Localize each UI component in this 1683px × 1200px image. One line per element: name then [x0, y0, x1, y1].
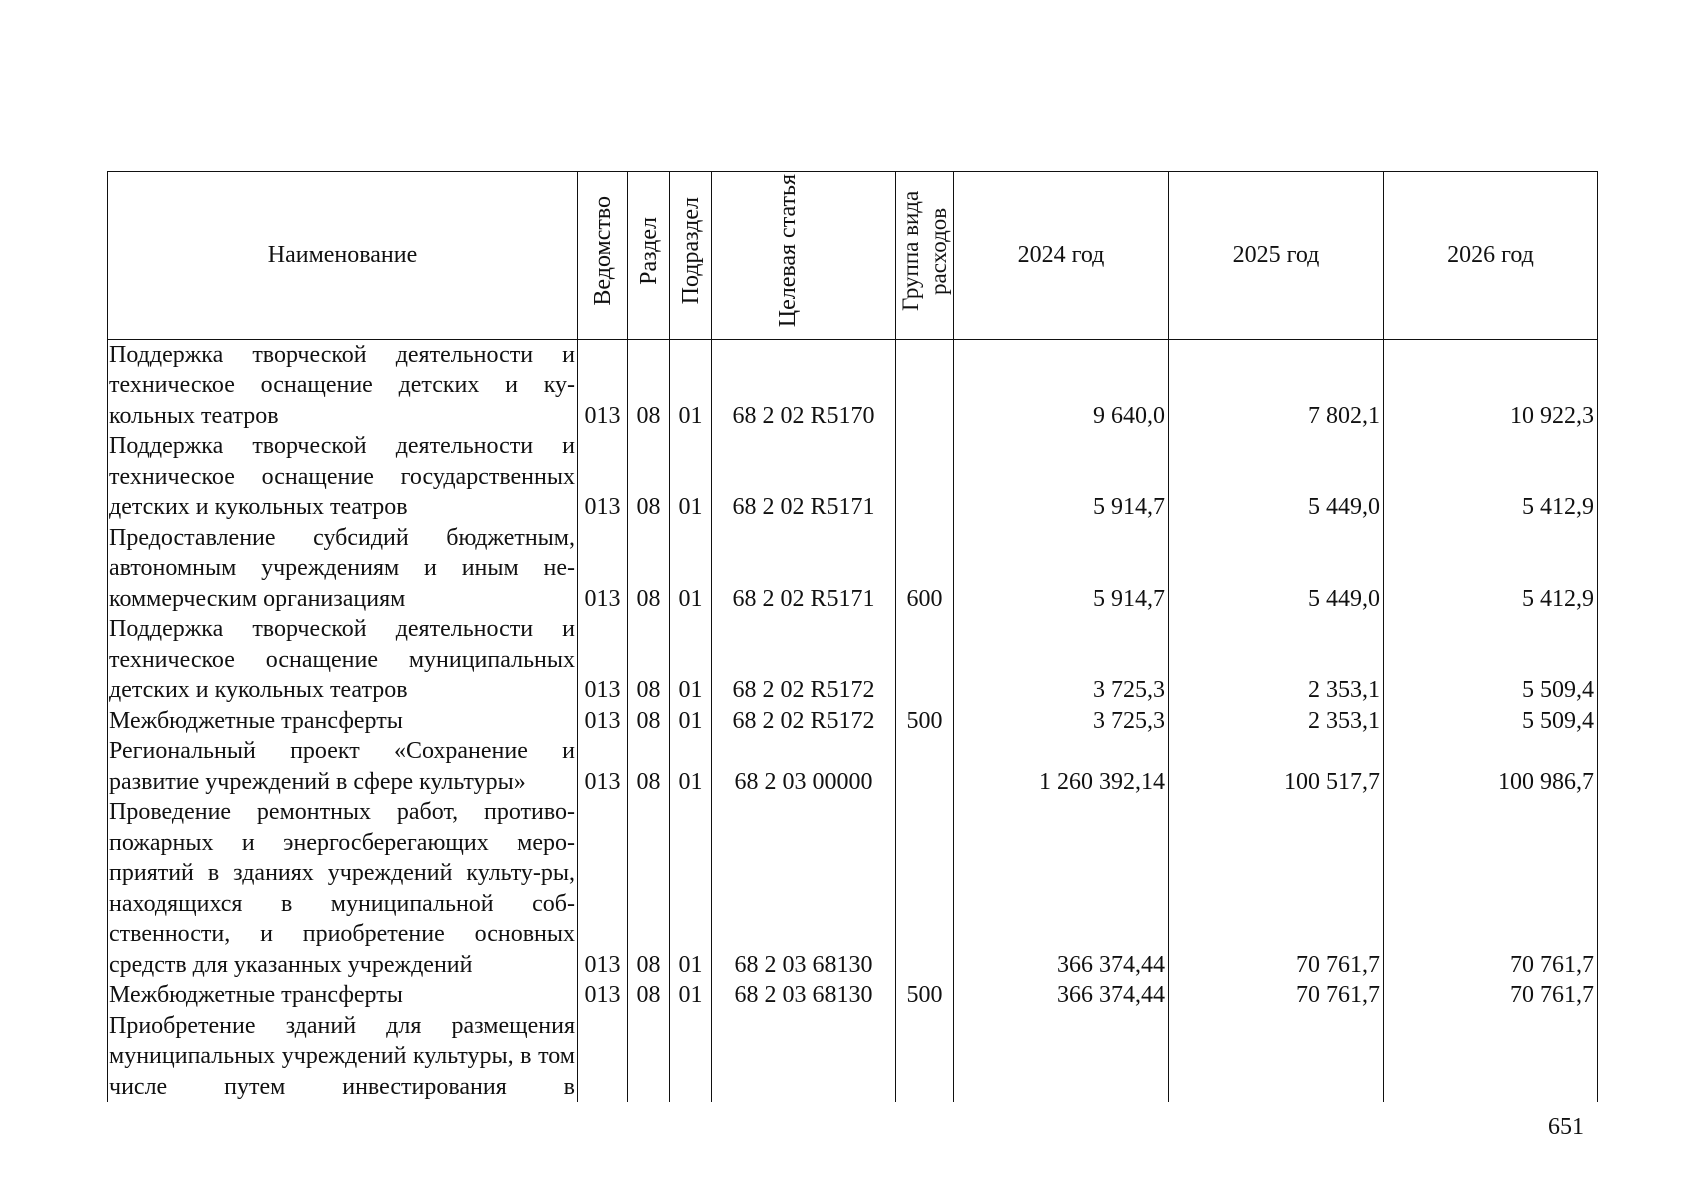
row-gruppa: 600 [896, 523, 954, 615]
row-razdel [628, 1011, 670, 1103]
row-podrazdel [670, 1011, 712, 1103]
header-podrazdel: Подраздел [670, 172, 712, 340]
row-name: Поддержка творческой деятельности и техническое оснащение государственных детских и кукольных театров [108, 431, 578, 523]
row-name: Межбюджетные трансферты [108, 706, 578, 737]
row-razdel: 08 [628, 706, 670, 737]
row-2026: 5 509,4 [1384, 614, 1598, 706]
row-podrazdel: 01 [670, 339, 712, 431]
row-vedomstvo: 013 [578, 339, 628, 431]
table-row [108, 339, 1598, 431]
row-razdel: 08 [628, 431, 670, 523]
row-vedomstvo: 013 [578, 523, 628, 615]
row-name: Межбюджетные трансферты [108, 980, 578, 1011]
row-vedomstvo: 013 [578, 614, 628, 706]
row-celevaya: 68 2 02 R5171 [712, 431, 896, 523]
row-razdel: 08 [628, 980, 670, 1011]
row-2024: 3 725,3 [954, 706, 1169, 737]
row-celevaya: 68 2 03 68130 [712, 980, 896, 1011]
table-row [108, 523, 1598, 615]
row-vedomstvo: 013 [578, 797, 628, 980]
header-razdel: Раздел [628, 172, 670, 340]
row-2025: 5 449,0 [1169, 431, 1384, 523]
table-row [108, 614, 1598, 706]
row-2024: 1 260 392,14 [954, 736, 1169, 797]
table-row [108, 706, 1598, 737]
table-row [108, 797, 1598, 980]
table-row [108, 1011, 1598, 1103]
row-razdel: 08 [628, 614, 670, 706]
table-row [108, 980, 1598, 1011]
row-2026: 5 509,4 [1384, 706, 1598, 737]
row-2025: 70 761,7 [1169, 980, 1384, 1011]
header-2026: 2026 год [1384, 172, 1598, 340]
row-celevaya: 68 2 03 68130 [712, 797, 896, 980]
row-2025: 5 449,0 [1169, 523, 1384, 615]
row-podrazdel: 01 [670, 614, 712, 706]
row-2026: 5 412,9 [1384, 523, 1598, 615]
table-row [108, 736, 1598, 797]
row-2025: 2 353,1 [1169, 614, 1384, 706]
row-celevaya [712, 1011, 896, 1103]
row-celevaya: 68 2 02 R5170 [712, 339, 896, 431]
row-2025 [1169, 1011, 1384, 1103]
row-2025: 2 353,1 [1169, 706, 1384, 737]
row-vedomstvo: 013 [578, 736, 628, 797]
header-celevaya: Целевая статья [712, 172, 896, 340]
row-celevaya: 68 2 03 00000 [712, 736, 896, 797]
row-2024: 5 914,7 [954, 523, 1169, 615]
row-razdel: 08 [628, 339, 670, 431]
row-name: Поддержка творческой деятельности и техническое оснащение детских и ку-кольных театров [108, 339, 578, 431]
row-podrazdel: 01 [670, 797, 712, 980]
row-podrazdel: 01 [670, 706, 712, 737]
row-name: Приобретение зданий для размещения муниципальных учреждений культуры, в том числе путем инвестирования в [108, 1011, 578, 1103]
row-2025: 7 802,1 [1169, 339, 1384, 431]
row-razdel: 08 [628, 736, 670, 797]
row-name: Поддержка творческой деятельности и техническое оснащение муниципальных детских и кукольных театров [108, 614, 578, 706]
header-2024: 2024 год [954, 172, 1169, 340]
header-gruppa: Группа вида расходов [896, 172, 954, 340]
row-celevaya: 68 2 02 R5172 [712, 706, 896, 737]
page-number: 651 [1548, 1114, 1584, 1140]
row-gruppa [896, 431, 954, 523]
row-name: Предоставление субсидий бюджетным, автономным учреждениям и иным не-коммерческим организациям [108, 523, 578, 615]
row-2026: 100 986,7 [1384, 736, 1598, 797]
row-name: Региональный проект «Сохранение и развитие учреждений в сфере культуры» [108, 736, 578, 797]
row-2024: 3 725,3 [954, 614, 1169, 706]
row-2024: 366 374,44 [954, 980, 1169, 1011]
budget-table [107, 171, 1598, 1102]
row-name: Проведение ремонтных работ, противо-пожарных и энергосберегающих меро-приятий в зданиях учреждений культу-ры, находящихся в муниципальной соб-ственности, и приобретение основных средств для указанных учреждений [108, 797, 578, 980]
row-2026: 70 761,7 [1384, 980, 1598, 1011]
table-header-row [108, 172, 1598, 340]
row-vedomstvo: 013 [578, 431, 628, 523]
row-podrazdel: 01 [670, 980, 712, 1011]
row-gruppa [896, 339, 954, 431]
row-podrazdel: 01 [670, 523, 712, 615]
row-gruppa: 500 [896, 706, 954, 737]
row-gruppa [896, 614, 954, 706]
row-2026: 10 922,3 [1384, 339, 1598, 431]
row-2025: 100 517,7 [1169, 736, 1384, 797]
row-2024 [954, 1011, 1169, 1103]
header-name: Наименование [108, 172, 578, 340]
row-podrazdel: 01 [670, 736, 712, 797]
row-2024: 5 914,7 [954, 431, 1169, 523]
row-razdel: 08 [628, 797, 670, 980]
header-2025: 2025 год [1169, 172, 1384, 340]
row-celevaya: 68 2 02 R5172 [712, 614, 896, 706]
row-2026 [1384, 1011, 1598, 1103]
row-gruppa [896, 797, 954, 980]
row-celevaya: 68 2 02 R5171 [712, 523, 896, 615]
row-2024: 366 374,44 [954, 797, 1169, 980]
row-gruppa [896, 736, 954, 797]
row-2024: 9 640,0 [954, 339, 1169, 431]
row-razdel: 08 [628, 523, 670, 615]
header-vedomstvo: Ведомство [578, 172, 628, 340]
table-row [108, 431, 1598, 523]
row-vedomstvo: 013 [578, 980, 628, 1011]
row-2026: 5 412,9 [1384, 431, 1598, 523]
row-2026: 70 761,7 [1384, 797, 1598, 980]
row-vedomstvo: 013 [578, 706, 628, 737]
row-podrazdel: 01 [670, 431, 712, 523]
row-vedomstvo [578, 1011, 628, 1103]
row-2025: 70 761,7 [1169, 797, 1384, 980]
row-gruppa [896, 1011, 954, 1103]
row-gruppa: 500 [896, 980, 954, 1011]
